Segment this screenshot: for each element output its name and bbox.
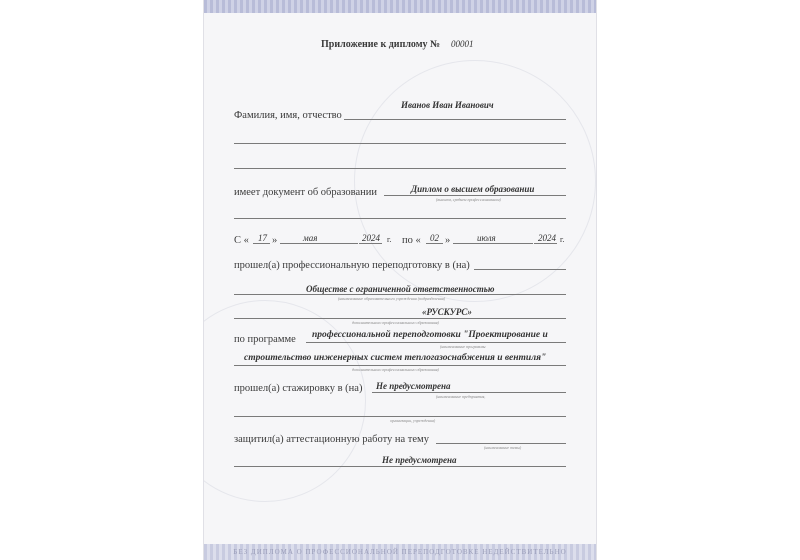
- date-to-year: 2024: [538, 233, 556, 243]
- blank-line: [234, 168, 566, 169]
- quote-close: »: [272, 235, 278, 246]
- quote-close: »: [445, 235, 451, 246]
- internship-line2: [234, 416, 566, 417]
- program-label: по программе: [234, 334, 296, 345]
- date-from-prefix: С «: [234, 235, 249, 246]
- thesis-label: защитил(а) аттестационную работу на тему: [234, 434, 429, 445]
- thesis-line: [436, 443, 566, 444]
- internship-label: прошел(а) стажировку в (на): [234, 383, 363, 394]
- org-caption1: (наименование образовательного учреждения (подразделения): [338, 296, 446, 301]
- blank-line: [234, 143, 566, 144]
- education-line: [384, 195, 566, 196]
- org-caption2: дополнительного профессионального образования): [352, 320, 439, 325]
- date-from-year: 2024: [362, 233, 380, 243]
- date-line: [253, 243, 270, 244]
- fio-value: Иванов Иван Иванович: [401, 100, 494, 110]
- program-line: [234, 365, 566, 366]
- blank-line: [234, 218, 566, 219]
- date-line: [453, 243, 533, 244]
- thesis-value: Не предусмотрена: [382, 455, 457, 465]
- education-label: имеет документ об образовании: [234, 187, 377, 198]
- date-line: [280, 243, 358, 244]
- program-line: [306, 342, 566, 343]
- thesis-caption: (наименование темы): [484, 445, 522, 450]
- program-line1: профессиональной переподготовки "Проектирование и: [312, 330, 548, 340]
- fio-line: [344, 119, 566, 120]
- program-line2: строительство инженерных систем теплогазоснабжения и вентиля": [244, 353, 547, 363]
- date-line: [426, 243, 443, 244]
- security-band-bottom: БЕЗ ДИПЛОМА О ПРОФЕССИОНАЛЬНОЙ ПЕРЕПОДГОТОВКЕ НЕДЕЙСТВИТЕЛЬНО: [204, 544, 596, 560]
- year-suffix: г.: [560, 235, 565, 244]
- document-title: Приложение к диплому №: [321, 39, 441, 50]
- org-line: [234, 318, 566, 319]
- program-caption2: дополнительного профессионального образования): [352, 367, 439, 372]
- org-line: [234, 294, 566, 295]
- date-to-month: июля: [477, 233, 496, 243]
- internship-caption2: организации, учреждения): [390, 418, 436, 423]
- education-caption: (высшем, среднем профессиональном): [436, 197, 501, 202]
- diploma-appendix-page: [203, 0, 597, 560]
- date-line: [359, 243, 382, 244]
- security-band-top: [204, 0, 596, 13]
- program-caption1: (наименование программы: [440, 344, 486, 349]
- date-from-month: мая: [303, 233, 318, 243]
- date-to-day: 02: [430, 233, 439, 243]
- retraining-label: прошел(а) профессиональную переподготовку в (на): [234, 260, 470, 271]
- date-to-prefix: по «: [402, 235, 421, 246]
- thesis-line2: [234, 466, 566, 467]
- internship-caption1: (наименование предприятия,: [436, 394, 486, 399]
- internship-value: Не предусмотрена: [376, 381, 451, 391]
- diploma-number: 00001: [451, 39, 474, 49]
- fio-label: Фамилия, имя, отчество: [234, 110, 342, 121]
- date-from-day: 17: [258, 233, 267, 243]
- retraining-line: [474, 269, 566, 270]
- education-value: Диплом о высшем образовании: [411, 184, 535, 194]
- internship-line: [372, 392, 566, 393]
- year-suffix: г.: [387, 235, 392, 244]
- date-line: [534, 243, 557, 244]
- retraining-org-line1: Обществе с ограниченной ответственностью: [306, 284, 495, 294]
- retraining-org-line2: «РУСКУРС»: [422, 307, 472, 317]
